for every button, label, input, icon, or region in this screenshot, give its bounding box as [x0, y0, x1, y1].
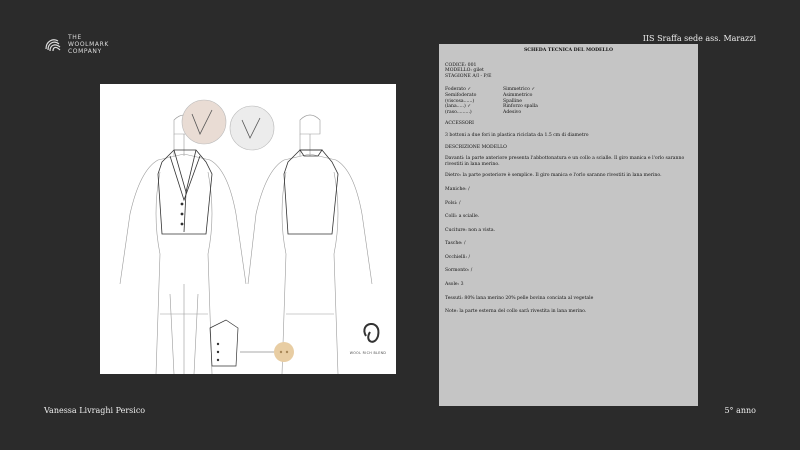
- descrizione-heading: DESCRIZIONE MODELLO: [445, 144, 507, 150]
- colli-field: Colli: a scialle.: [445, 214, 480, 220]
- button-mark: [181, 213, 184, 216]
- option-left: (viscosa......): [445, 98, 475, 104]
- technical-sheet: [439, 44, 698, 406]
- option-right: Rinforzo spalla: [503, 104, 538, 110]
- sheet-title: SCHEDA TECNICA DEL MODELLO: [523, 48, 614, 53]
- school-year: 5° anno: [724, 406, 756, 415]
- garment-drawing: [100, 84, 396, 374]
- option-left: (raso.........): [445, 109, 472, 115]
- option-right: Spalline: [503, 98, 522, 104]
- technical-sketch: [100, 84, 396, 374]
- note-field: Note: la parte esterna del collo sarà rivestita in lana merino.: [445, 309, 587, 315]
- occhielli-field: Occhielli: /: [445, 254, 471, 260]
- wool-ball-icon: [44, 37, 62, 53]
- accessori-heading: ACCESSORI: [445, 121, 474, 127]
- option-right: Asimmetrico: [503, 92, 533, 98]
- button-mark: [181, 203, 184, 206]
- cuciture-field: Cuciture: non a vista.: [445, 227, 496, 233]
- options-grid: [445, 87, 692, 115]
- codice: CODICE: 001: [445, 62, 477, 68]
- sormonto-field: Sormonto: /: [445, 268, 473, 274]
- option-right: Simmetrico ✓: [503, 87, 536, 93]
- asole-field: Asole: 3: [445, 282, 464, 288]
- option-left: Foderato ✓: [445, 87, 472, 93]
- author-name: Vanessa Livraghi Persico: [44, 406, 146, 415]
- tasche-field: Tasche: /: [445, 241, 466, 247]
- option-left: (lana.....) ✓: [445, 104, 472, 110]
- stagione: STAGIONE A/I - P/E: [445, 73, 492, 79]
- woolmark-logo: [44, 34, 109, 55]
- wool-rich-blend-label: WOOL RICH BLEND: [349, 351, 387, 355]
- wool-rich-blend-icon: [364, 324, 378, 342]
- woolmark-wordmark: THE WOOLMARK COMPANY: [68, 34, 109, 55]
- dietro-text: Dietro: la parte posteriore è semplice. Il giro manica e l'orlo saranno rivestiti in lana merino.: [445, 173, 662, 179]
- option-right: Adesivo: [503, 109, 522, 115]
- school-name: IIS Sraffa sede ass. Marazzi: [642, 34, 756, 43]
- button-mark: [181, 223, 184, 226]
- davanti-text: Davanti: la parte anteriore presenta l'abbottonatura e un collo a scialle. Il giro manica e l'orlo saranno rivestiti in lana merino.: [445, 156, 685, 167]
- modello: MODELLO: gilet: [445, 68, 484, 74]
- tessuti-field: Tessuti: 80% lana merino 20% pelle bovina conciata al vegetale: [445, 295, 594, 301]
- accessori-text: 3 bottoni a due fori in plastica riciclata da 1.5 cm di diametro: [445, 132, 589, 138]
- maniche-field: Maniche: /: [445, 186, 470, 192]
- polsi-field: Polsi: /: [445, 200, 461, 206]
- option-left: Semifoderato: [445, 92, 477, 98]
